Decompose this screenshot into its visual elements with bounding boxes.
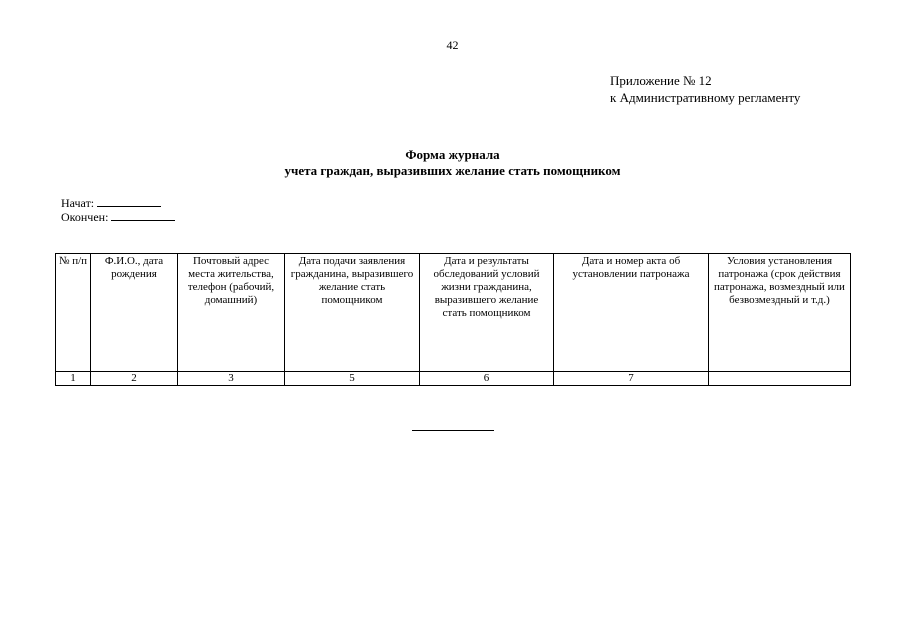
table-header-row [56,254,851,372]
ended-blank-line [111,210,175,221]
started-row [61,196,175,210]
ended-row [61,210,175,224]
page-number: 42 [446,38,459,52]
header-cell-inspection: Дата и результаты обследований условий жизни гражданина, выразившего желание стать помощником [420,254,554,372]
header-cell-name: Ф.И.О., дата рождения [91,254,178,372]
started-blank-line [97,196,161,207]
appendix-reference [610,72,800,106]
journal-dates [61,196,175,224]
form-title [0,147,905,179]
column-number-cell: 3 [178,372,285,386]
appendix-number: Приложение № 12 [610,73,712,88]
end-divider-line [412,430,494,431]
form-title-line-1: Форма журнала [405,147,500,162]
started-label: Начат: [61,196,95,210]
ended-label: Окончен: [61,210,109,224]
column-number-cell: 6 [420,372,554,386]
table-row [56,372,851,386]
header-cell-conditions: Условия установления патронажа (срок действия патронажа, возмездный или безвозмездный и т.д.) [709,254,851,372]
header-cell-act: Дата и номер акта об установлении патронажа [554,254,709,372]
header-cell-application-date: Дата подачи заявления гражданина, выразившего желание стать помощником [285,254,420,372]
header-cell-address: Почтовый адрес места жительства, телефон (рабочий, домашний) [178,254,285,372]
column-number-cell: 7 [554,372,709,386]
column-number-cell: 1 [56,372,91,386]
column-number-cell: 5 [285,372,420,386]
form-title-line-2: учета граждан, выразивших желание стать помощником [284,163,621,178]
column-number-cell [709,372,851,386]
header-cell-number: № п/п [56,254,91,372]
appendix-regulation: к Административному регламенту [610,90,801,105]
column-number-cell: 2 [91,372,178,386]
journal-table [55,253,851,386]
